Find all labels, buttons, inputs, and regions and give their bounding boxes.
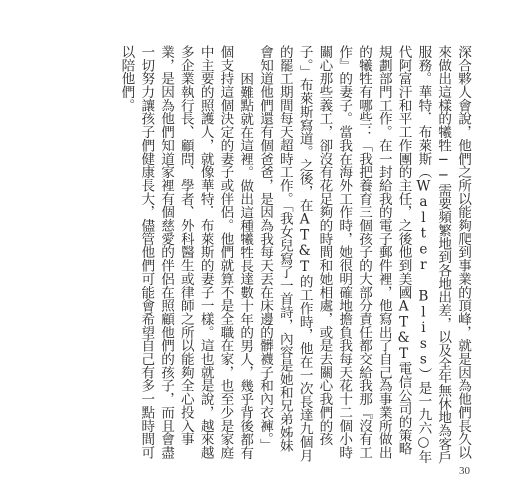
paragraph-1: 深合夥人會說，他們之所以能夠爬到事業的頂峰，就是因為他們長久以來做出這樣的犧牲──需要頻繁地到各地出差，以及全年無休地為客戶服務。華特．布萊斯（Walter Bliss）是一九六○年代阿富汗和平工作團的主任，之後他到美國AT&T電信公司的策略規劃部門工作。在一封給我的電子郵件裡，他寫出了自己為事業所做出的犧牲有哪些：「我把養育三個孩子的大部分責任都交給我那『沒有工作』的妻子。當我在海外工作時，她很明確地擔負我每天花十二個小時關心那些義工，卻沒有花足夠的時間和她相處，或是去關心我們的孩子。」布萊斯寫道。之後，在AT&T的工作時，他在一次長達九個月的罷工期間每天超時工作。「我女兒寫了一首詩，內容是她和兄弟姊妹會知道他們還有個爸爸，是因為我每天丟在床邊的髒襪子和內衣褲。」 <box>257 45 471 464</box>
vertical-text-block <box>48 45 472 465</box>
page-number: 30 <box>459 465 470 477</box>
paragraph-2: 困難點就在這裡。做出這種犧牲長達數十年的男人，幾乎背後都有個支持這個決定的妻子或伴侶。他們就算不是全職在家，也至少是家庭中主要的照護人，就像華特．布萊斯的妻子一樣。這也就是說，越來越多企業執行長、顧問、學者、外科醫生或律師之所以能夠全心投入事業，是因為他們知道家裡有個慈愛的伴侶在照顧他們的孩子，而且會盡一切努力讓孩子們健康長大，儘管他們可能會希望自己有多一點時間可以陪他們。 <box>118 45 254 460</box>
